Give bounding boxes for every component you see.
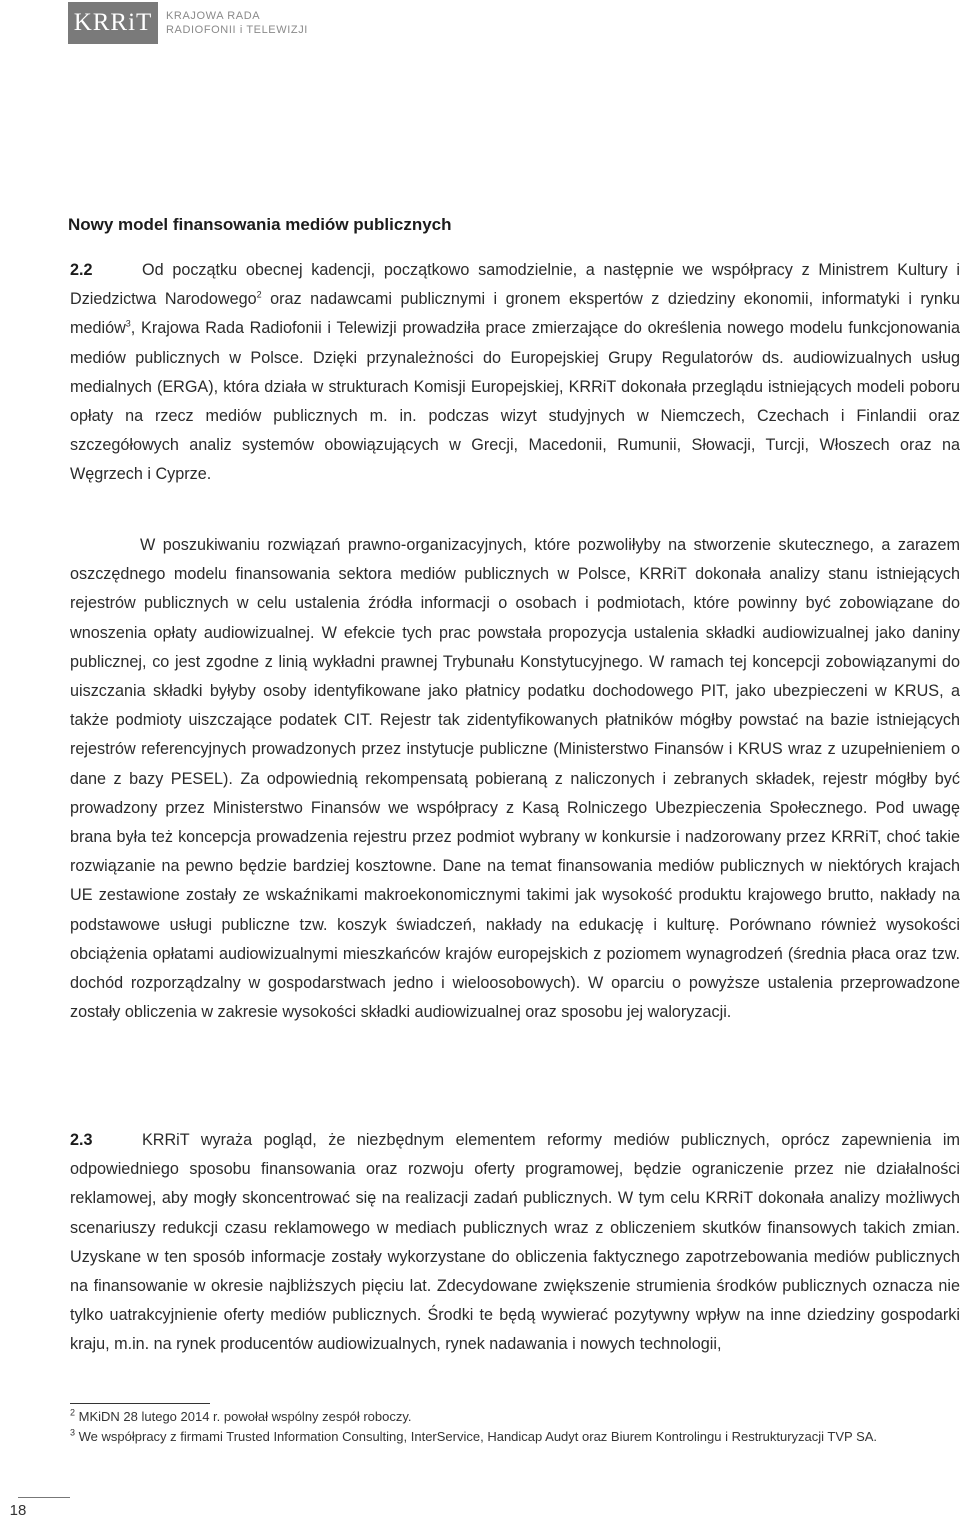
logo-text bbox=[166, 9, 308, 37]
logo-line-1: KRAJOWA RADA bbox=[166, 10, 261, 22]
logo-line-2: RADIOFONII i TELEWIZJI bbox=[166, 24, 308, 36]
footnote-text: We współpracy z firmami Trusted Information Consulting, InterService, Handicap Audyt oraz Biurem Kontrolingu i Restrukturyzacji TVP SA. bbox=[78, 1429, 878, 1444]
section-paragraph bbox=[70, 531, 960, 1027]
section-text-part-3: , Krajowa Rada Radiofonii i Telewizji prowadziła prace zmierzające do określenia nowego modelu funkcjonowania mediów publicznych w Polsce. Dzięki przynależności do Europejskiej Grupy Regulatorów ds. audiowizualnych usług medialnych (ERGA), która działa w strukturach Komisji Europejskiej, KRRiT dokonała przeglądu istniejących modeli poboru opłaty na rzecz mediów publicznych m. in. podczas wizyt studyjnych w Niemczech, Czechach i Finlandii oraz szczegółowych analiz systemów obowiązujących w Grecji, Macedonii, Rumunii, Słowacji, Turcji, Włoszech oraz na Węgrzech i Cyprze. bbox=[70, 319, 960, 484]
footnote-2 bbox=[70, 1407, 960, 1427]
footnote-text: MKiDN 28 lutego 2014 r. powołał wspólny zespół roboczy. bbox=[78, 1409, 412, 1424]
footnotes bbox=[70, 1407, 960, 1447]
section-text-part-2: oraz nadawcami publicznymi i gronem ekspertów z dziedziny ekonomii, informatyki i rynku mediów bbox=[70, 290, 960, 338]
page-number-rule bbox=[18, 1497, 70, 1498]
footnote-ref-3[interactable]: 3 bbox=[125, 319, 131, 330]
section-number: 2.3 bbox=[70, 1131, 93, 1149]
footnote-number: 2 bbox=[70, 1407, 76, 1418]
section-2-3 bbox=[70, 1126, 960, 1360]
footnote-divider bbox=[70, 1403, 210, 1404]
footnote-ref-2[interactable]: 2 bbox=[256, 289, 262, 300]
paragraph-text: W poszukiwaniu rozwiązań prawno-organizacyjnych, które pozwoliłyby na stworzenie skutecznego, a zarazem oszczędnego modelu finansowania sektora mediów publicznych w Polsce, KRRiT dokonała analizy stanu istniejących rejestrów publicznych w celu ustalenia źródła informacji o osobach i podmiotach, które powinny być zobowiązane do wnoszenia opłaty audiowizualnej. W efekcie tych prac powstała propozycja ustalenia składki audiowizualnej jako daniny publicznej, co jest zgodne z linią wykładni prawnej Trybunału Konstytucyjnego. W ramach tej koncepcji zobowiązanymi do uiszczania składki byłyby osoby identyfikowane jako płatnicy podatku dochodowego PIT, jako ubezpieczeni w KRUS, a także podmioty uiszczające podatek CIT. Rejestr tak zidentyfikowanych płatników mógłby powstać na bazie istniejących rejestrów referencyjnych prowadzonych przez instytucje publiczne (Ministerstwo Finansów i KRUS wraz z uzupełnieniem o dane z bazy PESEL). Za odpowiednią rekompensatą pobieraną z naliczonych i zebranych składek, rejestr mógłby być prowadzony przez Ministerstwo Finansów we współpracy z Kasą Rolniczego Ubezpieczenia Społecznego. Pod uwagę brana była też koncepcja prowadzenia rejestru przez podmiot wybrany w konkursie i nadzorowany przez KRRiT, choć takie rozwiązanie na pewno będzie bardziej kosztowne. Dane na temat finansowania mediów publicznych w niektórych krajach UE zestawione zostały ze wskaźnikami makroekonomicznymi takimi jak wysokość produktu krajowego brutto, nakłady na podstawowe usługi publiczne tzw. koszyk świadczeń, nakłady na edukację i kulturę. Porównano również wysokości obciążenia opłatami audiowizualnymi mieszkańców krajów europejskich z poziomem wynagrodzeń (średnia płaca oraz tzw. dochód rozporządzalny w gospodarstwach jedno i wieloosobowych). W oparciu o powyższe ustalenia przeprowadzone zostały obliczenia w zakresie wysokości składki audiowizualnej oraz sposobu jej waloryzacji. bbox=[70, 536, 960, 1022]
page-number: 18 bbox=[9, 1502, 27, 1519]
section-number: 2.2 bbox=[70, 261, 93, 279]
footnote-3 bbox=[70, 1427, 960, 1447]
page-title: Nowy model finansowania mediów publicznych bbox=[68, 215, 452, 234]
footnote-number: 3 bbox=[70, 1427, 76, 1438]
krrit-logo bbox=[68, 2, 308, 44]
section-2-2 bbox=[70, 256, 960, 490]
section-text: KRRiT wyraża pogląd, że niezbędnym elementem reformy mediów publicznych, oprócz zapewnienia im odpowiedniego sposobu finansowania oraz rozwoju oferty programowej, będzie ograniczenie przez nie działalności reklamowej, aby mogły skoncentrować się na realizacji zadań publicznych. W tym celu KRRiT dokonała analizy możliwych scenariuszy redukcji czasu reklamowego w mediach publicznych wraz z obliczeniem skutków finansowych takich zmian. Uzyskane w ten sposób informacje zostały wykorzystane do obliczenia faktycznego zapotrzebowania mediów publicznych na finansowanie w okresie najbliższych pięciu lat. Zdecydowane zwiększenie strumienia środków publicznych oznacza nie tylko uatrakcyjnienie oferty mediów publicznych. Środki te będą wywierać pozytywny wpływ na inne dziedziny gospodarki kraju, m.in. na rynek producentów audiowizualnych, rynek nadawania i nowych technologii, bbox=[70, 1131, 960, 1354]
logo-mark: KRRiT bbox=[68, 2, 158, 44]
section-text-part-1: Od początku obecnej kadencji, początkowo samodzielnie, a następnie we współpracy z Ministrem Kultury i Dziedzictwa Narodowego bbox=[70, 261, 960, 309]
